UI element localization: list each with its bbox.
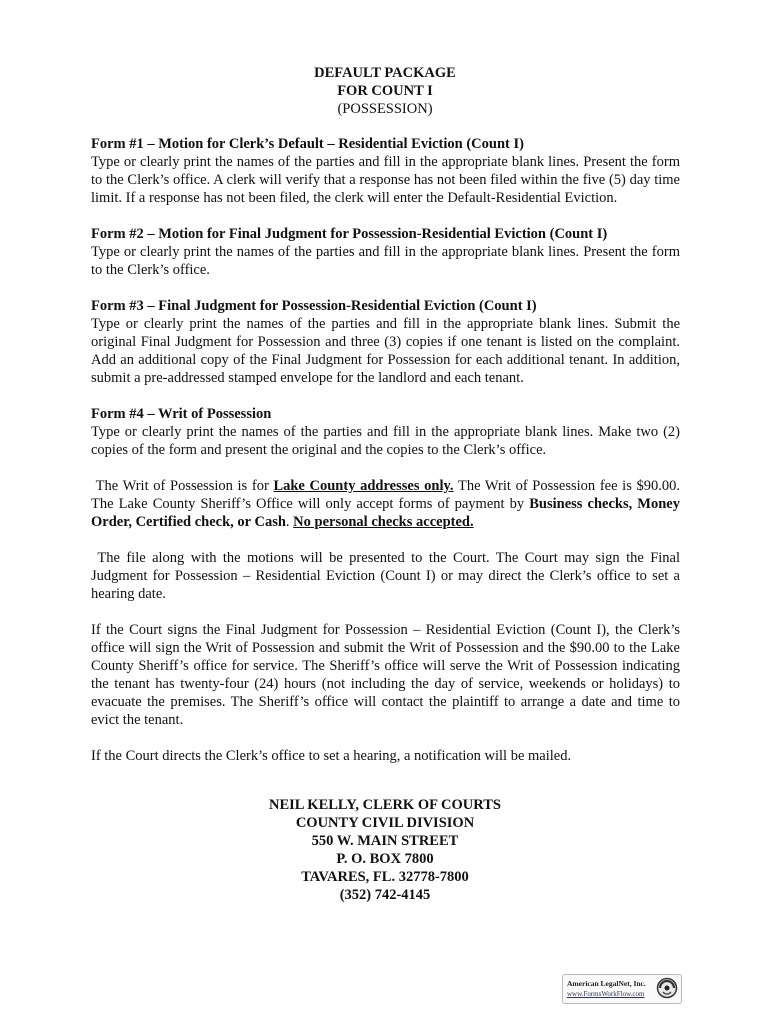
court-signs-paragraph: If the Court signs the Final Judgment for Possession – Residential Eviction (Count I), the Clerk’s office will sign the Writ of Possession and submit the Writ of Possession and the $90.00 to the Lake County Sheriff’s office for service. The Sheriff’s office will serve the Writ of Possession indicating the tenant has twenty-four (24) hours (not including the day of service, weekends or holidays) to evacuate the premises. The Sheriff’s office will contact the plaintiff to arrange a date and time to evict the tenant. xyxy=(91,622,680,728)
court-file-text: The file along with the motions will be presented to the Court. The Court may sign the Final Judgment for Possession – Residential Eviction (Count I) or may direct the Clerk’s office to set a hearing date. xyxy=(91,550,680,602)
globe-icon xyxy=(656,977,678,999)
form-4-text: Type or clearly print the names of the parties and fill in the appropriate blank lines. Make two (2) copies of the form and present the original and the copies to the Clerk’s office. xyxy=(91,424,680,458)
header-qualifier: (POSSESSION) xyxy=(337,101,433,117)
clerk-name: NEIL KELLY, CLERK OF COURTS xyxy=(269,797,501,813)
form-2-text: Type or clearly print the names of the parties and fill in the appropriate blank lines. Present the form to the Clerk’s office. xyxy=(91,244,680,278)
division-name: COUNTY CIVIL DIVISION xyxy=(295,815,475,831)
court-file-paragraph xyxy=(91,549,680,603)
payment-methods: Business checks, Money Order, Certified check, or Cash xyxy=(91,496,680,530)
po-box: P. O. BOX 7800 xyxy=(336,851,434,867)
logo-company-name: American LegalNet, Inc. xyxy=(567,979,646,988)
american-legalnet-logo xyxy=(562,974,682,1004)
form-1-section xyxy=(91,135,680,207)
lake-county-only-notice: Lake County addresses only. xyxy=(273,478,454,494)
street-address: 550 W. MAIN STREET xyxy=(311,833,459,849)
form-3-title: Form #3 – Final Judgment for Possession-Residential Eviction (Count I) xyxy=(91,298,537,314)
writ-text-2: The Writ of Possession fee is $90.00. The Lake County Sheriff’s Office will only accept forms of payment by xyxy=(91,478,681,512)
no-personal-checks-notice: No personal checks accepted. xyxy=(293,514,474,530)
writ-text-1: The Writ of Possession is for xyxy=(95,478,274,494)
document-header xyxy=(0,64,770,118)
form-1-title: Form #1 – Motion for Clerk’s Default – Residential Eviction (Count I) xyxy=(91,136,524,152)
document-body xyxy=(91,135,680,783)
logo-url: www.FormsWorkFlow.com xyxy=(567,990,645,998)
city-state-zip: TAVARES, FL. 32778-7800 xyxy=(301,869,469,885)
header-subtitle: FOR COUNT I xyxy=(337,83,433,99)
form-2-section xyxy=(91,225,680,279)
form-3-section xyxy=(91,297,680,387)
form-1-text: Type or clearly print the names of the parties and fill in the appropriate blank lines. Present the form to the Clerk’s office. A clerk will verify that a response has not been filed within the five (5) day time limit. If a response has not been filed, the clerk will enter the Default-Residential Eviction. xyxy=(91,154,680,206)
form-4-title: Form #4 – Writ of Possession xyxy=(91,406,272,422)
form-4-section xyxy=(91,405,680,459)
phone-number: (352) 742-4145 xyxy=(339,887,431,903)
clerk-contact-block xyxy=(0,796,770,904)
header-title: DEFAULT PACKAGE xyxy=(314,65,456,81)
form-2-title: Form #2 – Motion for Final Judgment for Possession-Residential Eviction (Count I) xyxy=(91,226,608,242)
writ-paragraph xyxy=(91,477,680,531)
writ-text-3: . xyxy=(285,514,294,530)
form-3-text: Type or clearly print the names of the parties and fill in the appropriate blank lines. Submit the original Final Judgment for Possession and three (3) copies if one tenant is listed on the complaint. Add an additional copy of the Final Judgment for Possession for each additional tenant. In addition, submit a pre-addressed stamped envelope for the landlord and each tenant. xyxy=(91,316,680,386)
hearing-paragraph: If the Court directs the Clerk’s office to set a hearing, a notification will be mailed. xyxy=(91,748,572,764)
